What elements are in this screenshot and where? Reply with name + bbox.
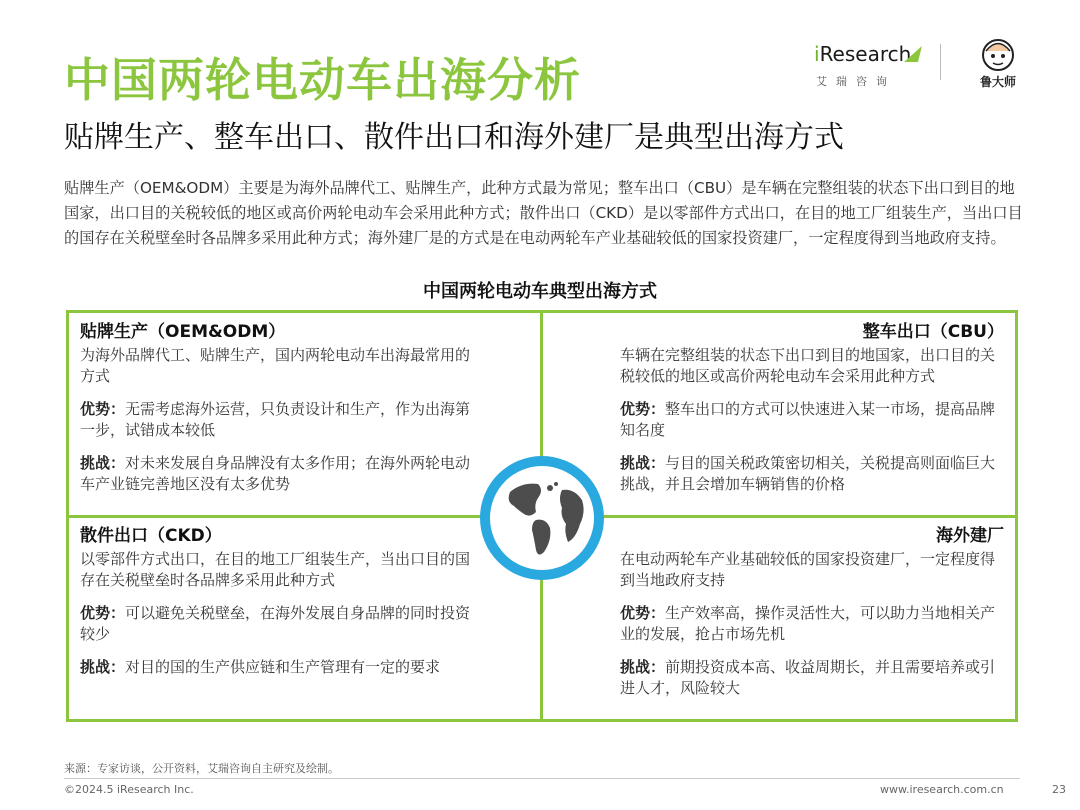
quadrant-challenge — [80, 453, 484, 495]
challenge-label: 挑战： — [80, 454, 126, 472]
challenge-label: 挑战： — [620, 454, 666, 472]
footer-divider — [64, 778, 1020, 779]
quadrant-challenge — [620, 453, 1004, 495]
logo-divider — [940, 44, 941, 80]
iresearch-swoosh-icon — [902, 44, 924, 66]
quadrant-overseas-factory — [620, 526, 1004, 711]
advantage-label: 优势： — [80, 400, 126, 418]
iresearch-logo-i: i — [814, 42, 820, 66]
ludashi-mascot-icon — [981, 38, 1015, 72]
advantage-text: 可以避免关税壁垒，在海外发展自身品牌的同时投资较少 — [80, 604, 471, 643]
intro-paragraph: 贴牌生产（OEM&ODM）主要是为海外品牌代工、贴牌生产，此种方式最为常见；整车出口（CBU）是车辆在完整组装的状态下出口到目的地国家，出口目的关税较低的地区或高价两轮电动车会采用此种方式；散件出口（CKD）是以零部件方式出口，在目的地工厂组装生产，当出口目的国存在关税壁垒时各品牌多采用此种方式；海外建厂是的方式是在电动两轮车产业基础较低的国家投资建厂，一定程度得到当地政府支持。 — [64, 179, 1023, 247]
challenge-text: 与目的国关税政策密切相关，关税提高则面临巨大挑战，并且会增加车辆销售的价格 — [620, 454, 996, 493]
quadrant-description: 在电动两轮车产业基础较低的国家投资建厂，一定程度得到当地政府支持 — [620, 550, 996, 589]
advantage-label: 优势： — [80, 604, 126, 622]
page-title: 中国两轮电动车出海分析 — [64, 53, 581, 107]
advantage-text: 生产效率高，操作灵活性大，可以助力当地相关产业的发展，抢占市场先机 — [620, 604, 996, 643]
quadrant-oem-odm — [80, 322, 484, 507]
quadrant-title: 散件出口（CKD） — [80, 526, 222, 546]
iresearch-logo-word: Research — [819, 42, 912, 66]
quadrant-title: 海外建厂 — [936, 526, 1004, 546]
challenge-label: 挑战： — [80, 658, 126, 676]
challenge-label: 挑战： — [620, 658, 666, 676]
ludashi-logo-text: 鲁大师 — [979, 75, 1016, 89]
quadrant-title: 整车出口（CBU） — [862, 322, 1004, 342]
quadrant-advantage — [620, 399, 1004, 441]
quadrant-advantage — [80, 603, 484, 645]
advantage-text: 整车出口的方式可以快速进入某一市场，提高品牌知名度 — [620, 400, 996, 439]
quadrant-advantage — [620, 603, 1004, 645]
challenge-text: 对未来发展自身品牌没有太多作用；在海外两轮电动车产业链完善地区没有太多优势 — [80, 454, 471, 493]
challenge-text: 前期投资成本高、收益周期长，并且需要培养或引进人才，风险较大 — [620, 658, 996, 697]
page-subtitle: 贴牌生产、整车出口、散件出口和海外建厂是典型出海方式 — [64, 120, 844, 155]
copyright: ©2024.5 iResearch Inc. — [64, 783, 194, 796]
advantage-label: 优势： — [620, 604, 666, 622]
quadrant-ckd — [80, 526, 484, 690]
globe-icon — [478, 454, 606, 582]
iresearch-logo — [808, 40, 928, 90]
quadrant-description: 为海外品牌代工、贴牌生产，国内两轮电动车出海最常用的方式 — [80, 346, 471, 385]
advantage-label: 优势： — [620, 400, 666, 418]
ludashi-logo — [968, 38, 1028, 94]
iresearch-logo-cn: 艾瑞咨询 — [816, 75, 896, 88]
quadrant-cbu — [620, 322, 1004, 507]
source-note: 来源：专家访谈，公开资料，艾瑞咨询自主研究及绘制。 — [64, 762, 339, 775]
quadrant-challenge — [620, 657, 1004, 699]
quadrant-description: 以零部件方式出口，在目的地工厂组装生产，当出口目的国存在关税壁垒时各品牌多采用此种方式 — [80, 550, 471, 589]
challenge-text: 对目的国的生产供应链和生产管理有一定的要求 — [125, 658, 441, 676]
diagram-title: 中国两轮电动车典型出海方式 — [423, 281, 657, 302]
quadrant-advantage — [80, 399, 484, 441]
quadrant-title: 贴牌生产（OEM&ODM） — [80, 322, 286, 342]
page-number: 23 — [1052, 783, 1066, 796]
website-link[interactable]: www.iresearch.com.cn — [880, 783, 1004, 796]
quadrant-challenge — [80, 657, 484, 678]
advantage-text: 无需考虑海外运营，只负责设计和生产，作为出海第一步，试错成本较低 — [80, 400, 471, 439]
quadrant-description: 车辆在完整组装的状态下出口到目的地国家，出口目的关税较低的地区或高价两轮电动车会采用此种方式 — [620, 346, 996, 385]
